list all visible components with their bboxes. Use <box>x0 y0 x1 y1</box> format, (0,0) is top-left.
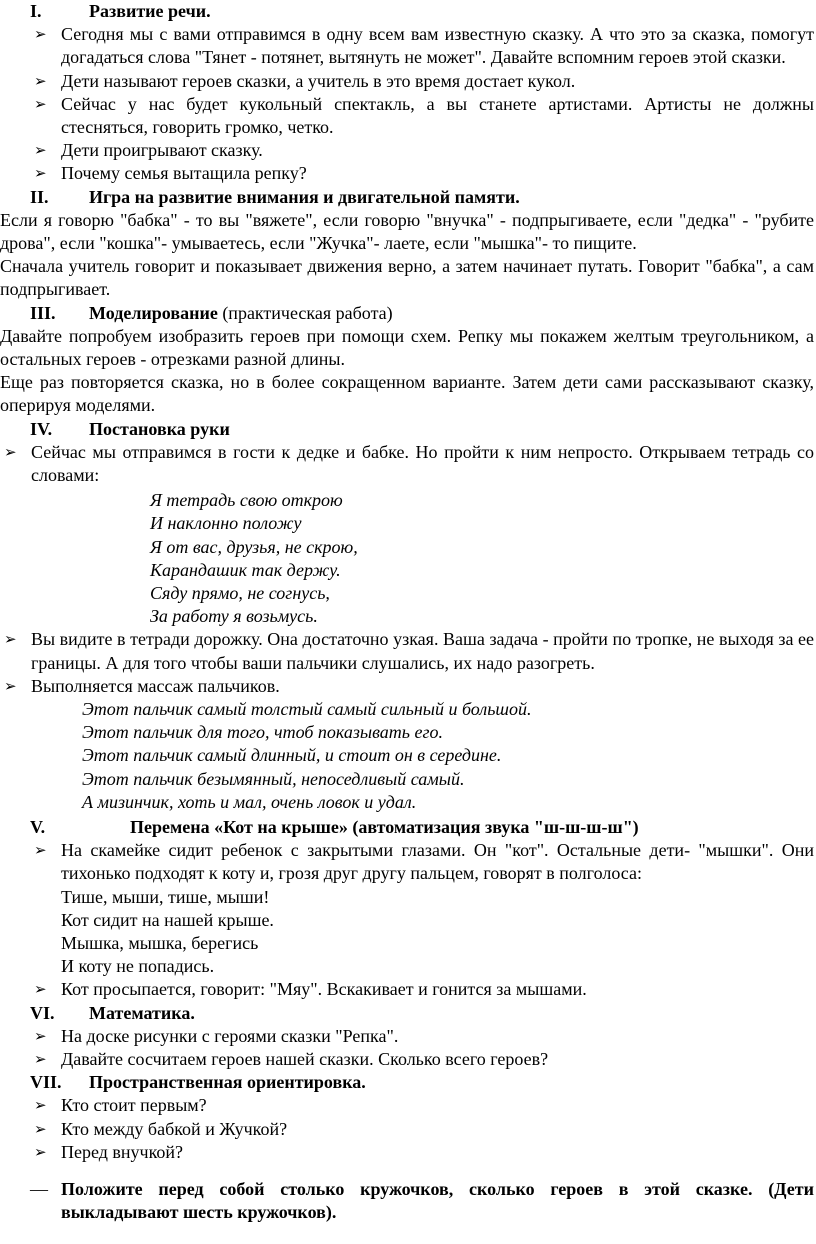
poem-line: Этот пальчик безымянный, непоседливый самый. <box>82 768 465 789</box>
list-item: ➢ Сегодня мы с вами отправимся в одну всем вам известную сказку. А что это за сказка, помогут догадаться слова "Тянет - потянет, вытянуть не может". Давайте вспомним героев этой сказки. <box>0 23 816 69</box>
section-number: V. <box>30 816 46 837</box>
list-item: ➢ На скамейке сидит ребенок с закрытыми глазами. Он "кот". Остальные дети- "мышки". Они тихонько подходят к коту и, грозя друг другу пальцем, говорят в полголоса: <box>0 839 816 885</box>
list-item: ➢ Кто стоит первым? <box>0 1094 816 1117</box>
section-number: VII. <box>30 1072 62 1093</box>
poem-line: Я тетрадь свою открою <box>150 490 343 511</box>
list-item: ➢ Сейчас мы отправимся в гости к дедке и бабке. Но пройти к ним непросто. Открываем тетрадь со словами: <box>0 441 816 487</box>
poem-line: Сяду прямо, не согнусь, <box>150 582 330 603</box>
section-heading-3 <box>0 302 816 325</box>
paragraph: Давайте попробуем изобразить героев при помощи схем. Репку мы покажем желтым треугольником, а остальных героев - отрезками разной длины. <box>0 325 814 369</box>
poem-cat <box>0 886 816 979</box>
list-item: ➢ На доске рисунки с героями сказки "Репка". <box>0 1025 816 1048</box>
final-instruction <box>0 1178 816 1224</box>
poem-line: Этот пальчик самый толстый самый сильный и большой. <box>82 698 532 719</box>
dash-marker: — <box>30 1178 48 1199</box>
list-item: ➢ Почему семья вытащила репку? <box>0 162 816 185</box>
poem-line: Карандашик так держу. <box>150 559 341 580</box>
section-heading-7 <box>0 1071 816 1094</box>
poem-line: И коту не попадись. <box>61 956 215 977</box>
poem-line: Я от вас, друзья, не скрою, <box>150 536 358 557</box>
poem-line: А мизинчик, хоть и мал, очень ловок и удал. <box>82 791 417 812</box>
section-number: IV. <box>30 418 53 439</box>
paragraph: Еще раз повторяется сказка, но в более сокращенном варианте. Затем дети сами рассказывают сказку, оперируя моделями. <box>0 372 814 416</box>
poem-line: Тише, мыши, тише, мыши! <box>61 886 270 907</box>
poem-line: За работу я возьмусь. <box>150 606 318 627</box>
section-title: Развитие речи. <box>89 1 211 21</box>
section-number: II. <box>30 186 49 207</box>
section-number: VI. <box>30 1002 55 1023</box>
section-title <box>89 302 393 325</box>
list-item: ➢ Сейчас у нас будет кукольный спектакль, а вы станете артистами. Артисты не должны стесняться, говорить громко, четко. <box>0 93 816 139</box>
list-item: ➢ Дети называют героев сказки, а учитель в это время достает кукол. <box>0 70 816 93</box>
section-heading-4 <box>0 418 816 441</box>
section-heading-5 <box>0 816 816 839</box>
section-title: Пространственная ориентировка. <box>89 1072 366 1093</box>
section-title: Перемена «Кот на крыше» (автоматизация звука "ш-ш-ш-ш") <box>130 816 639 837</box>
section-number: I. <box>30 1 42 21</box>
poem-line: Кот сидит на нашей крыше. <box>61 909 274 930</box>
section-title-bold: Моделирование <box>89 302 218 323</box>
list-item: ➢ Давайте сосчитаем героев нашей сказки. Сколько всего героев? <box>0 1048 816 1071</box>
poem-fingers <box>0 698 816 814</box>
section-title: Игра на развитие внимания и двигательной памяти. <box>89 186 520 207</box>
poem-notebook <box>0 489 816 628</box>
list-item: ➢ Дети проигрывают сказку. <box>0 139 816 162</box>
section-heading-6 <box>0 1002 816 1025</box>
list-item: ➢ Выполняется массаж пальчиков. <box>0 675 816 698</box>
section-subtitle: (практическая работа) <box>217 302 393 323</box>
poem-line: Мышка, мышка, берегись <box>61 932 259 953</box>
list-item: ➢ Кто между бабкой и Жучкой? <box>0 1118 816 1141</box>
paragraph: Сначала учитель говорит и показывает движения верно, а затем начинает путать. Говорит "бабка", а сам подпрыгивает. <box>0 256 814 300</box>
poem-line: И наклонно положу <box>150 513 302 534</box>
section-title: Постановка руки <box>89 418 230 439</box>
section-title: Математика. <box>89 1002 195 1023</box>
paragraph: Если я говорю "бабка" - то вы "вяжете", если говорю "внучка" - подпрыгиваете, если "дедка" - "рубите дрова", если "кошка"- умываетесь, если "Жучка"- лаете, если "мышка"- то пищите. <box>0 209 814 253</box>
poem-line: Этот пальчик для того, чтоб показывать его. <box>82 722 443 743</box>
list-item: ➢ Кот просыпается, говорит: "Мяу". Вскакивает и гонится за мышами. <box>0 978 816 1001</box>
poem-line: Этот пальчик самый длинный, и стоит он в середине. <box>82 745 502 766</box>
list-item: ➢ Вы видите в тетради дорожку. Она достаточно узкая. Ваша задача - пройти по тропке, не выходя за ее границы. А для того чтобы ваши пальчики слушались, их надо разогреть. <box>0 628 816 674</box>
section-number: III. <box>30 302 56 323</box>
section-heading-1 <box>0 0 816 23</box>
final-instruction-text: Положите перед собой столько кружочков, сколько героев в этой сказке. (Дети выкладывают шесть кружочков). <box>61 1178 814 1223</box>
section-heading-2 <box>0 186 816 209</box>
list-item: ➢ Перед внучкой? <box>0 1141 816 1164</box>
